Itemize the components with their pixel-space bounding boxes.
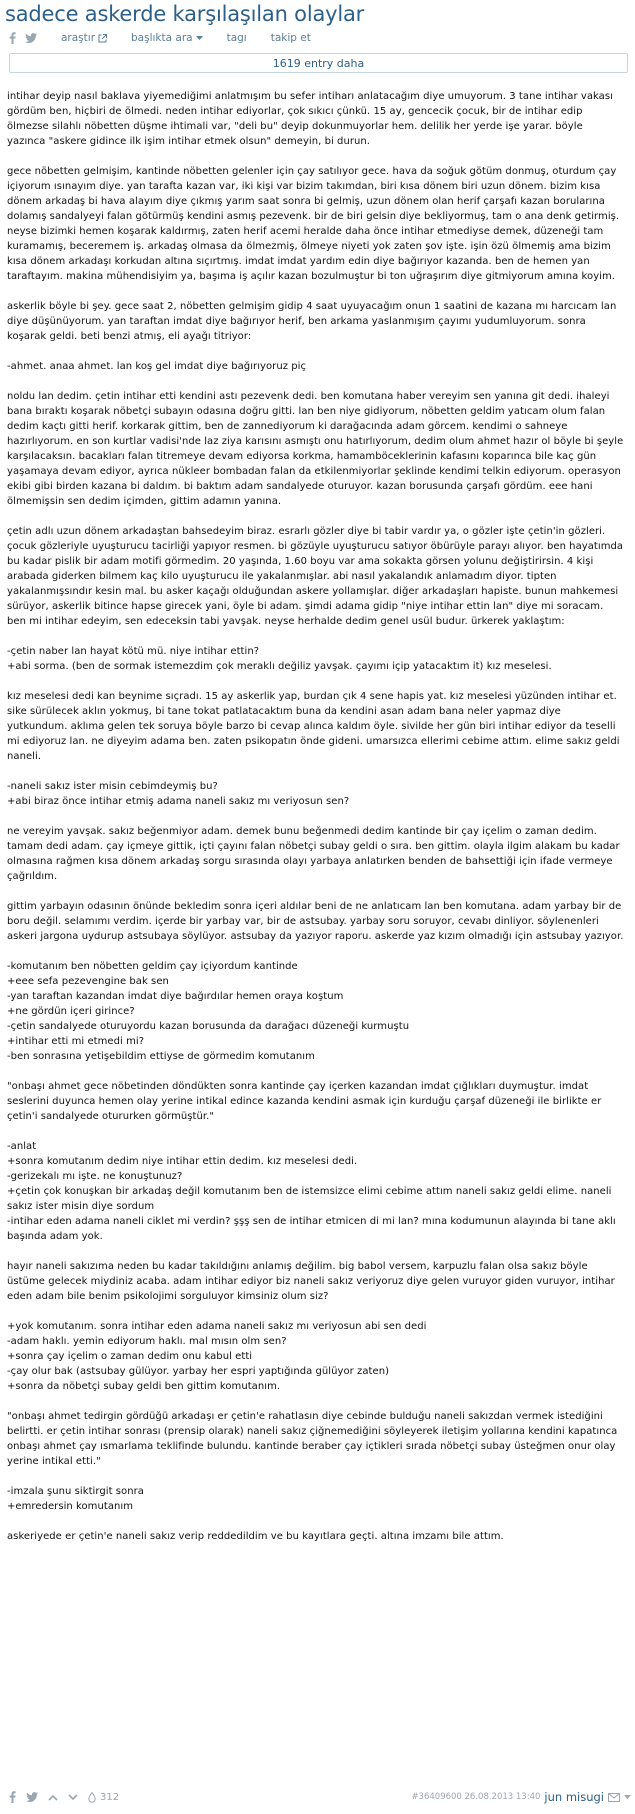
entry-paragraph: çetin adlı uzun dönem arkadaştan bahsedeyim biraz. esrarlı gözler diye bi tabir vardır ya, o gözler işte çetin'in gözleri. çocuk gözleriyle uyuşturucu tacirliği yapıyor resmen. bi gözüyle uyuşturucu satıyor öbürüyle parayı alıyor. ben hayatımda bu kadar pislik bir adam motifi görmedim. 20 yaşında, 1.60 boyu var ama sokakta görsen yolunu değiştirirsin. 4 kişi arabada giderken bilmem kaç kilo uyuşturucu ile yakalanmışlar. abi nasıl yakalandık anlamadım diyor. tipten yakalanmışsındır kesin mal. bu asker kaçağı olduğundan askere yollamışlar. diğer arkadaşları hapiste. bunun mahkemesi sürüyor, askerlik bitince hapse girecek yani, öyle bi adam. şimdi adama gidip "niye intihar ettin lan" diye mi soracam. ben mi intihar edeyim, sen edeceksin tabi yavşak. neyse herhalde dedim genel usül budur. ürkerek yaklaştım:: [7, 526, 627, 627]
search-label: araştır: [61, 32, 96, 44]
twitter-icon[interactable]: [25, 33, 37, 43]
facebook-icon[interactable]: [9, 32, 16, 44]
favorite-drop-icon[interactable]: [88, 1792, 96, 1803]
entry-paragraph: -çetin naber lan hayat kötü mü. niye intihar ettin? +abi sorma. (ben de sormak istemezdim çok meraklı değiliz yavşak. çayımı içip yatacaktım it) kız meselesi.: [7, 646, 552, 672]
follow-button[interactable]: [271, 32, 311, 44]
share-buttons: [9, 32, 37, 44]
upvote-chevron-icon[interactable]: [48, 1794, 58, 1801]
entry-footer: [0, 1789, 635, 1807]
search-button[interactable]: [61, 32, 107, 44]
entry-paragraph: -anlat +sonra komutanım dedim niye intihar ettin dedim. kız meselesi dedi. -gerizekalı mı işte. ne konuştunuz? +çetin çok konuşkan bir arkadaş değil komutanım ben de istemsizce elimi cebime attım naneli sakız geldi elime. naneli sakız ister misin diye sordum -intihar eden adama naneli ciklet mi verdin? şşş sen de intihar etmicen di mi lan? mına kodumunun alayında bi tane aklı başında adam yok.: [7, 1141, 616, 1242]
author-link[interactable]: jun misugi: [544, 1790, 604, 1804]
entry-paragraph: noldu lan dedim. çetin intihar etti kendini astı pezevenk dedi. ben komutana haber vereyim sen yanına git dedi. ihaleyi bana bıraktı koşarak nöbetçi subayın odasına doğru gitti. lan ben niye gidiyorum, nöbetten geldim yatıcam olum falan dedim kaçtı gitti herif. korkarak gittim, ben de zannediyorum ki darağacında adam görcem. kendimi o sahneye hazırlıyorum. en son kurtlar vadisi'nde laz ziya karısını asmıştı onu hatırlıyorum, dedim olum ahmet hazır ol böyle bi şeyle karşılacaksın. bacakları falan titremeye devam ediyorsa korkma, hamamböceklerinin kafasını koparınca bile kaç gün yaşamaya devam ediyor, ayrıca nükleer bombadan falan da etkilenmiyorlar şeklinde kendimi telkin ediyorum. operasyon ekibi gibi birden kazana bi daldım. bi baktım adam sandalyede oturuyor. kazan borusunda çarşafı gördüm. eee hani ölmemişsin sen dedim içimden, gittim adamın yanına.: [7, 391, 627, 507]
entry-paragraph: -komutanım ben nöbetten geldim çay içiyordum kantinde +eee sefa pezevengine bak sen -yan taraftan kazandan imdat diye bağırdılar hemen oraya koştum +ne gördün içeri girince? -çetin sandalyede oturuyordu kazan borusunda da darağacı düzeneği kurmuştu +intihar etti mi etmedi mi? -ben sonrasına yetişebildim ettiyse de görmedim komutanım: [7, 961, 410, 1062]
entry-paragraph: askeriyede er çetin'e naneli sakız verip reddedildim ve bu kayıtlara geçti. altına imzamı bile attım.: [7, 1531, 504, 1542]
entry-paragraph: hayır naneli sakızıma neden bu kadar takıldığını anlamış değilim. big babol versem, karpuzlu falan olsa sakız böyle üstüme gelecek miydiniz acaba. adam intihar ediyor biz naneli sakız veriyoruz diye gelen vuruyor giden vuruyor, intihar eden adam bile benim psikolojimi sorguluyor kimsiniz olum siz?: [7, 1261, 619, 1302]
topic-title[interactable]: sadece askerde karşılaşılan olaylar: [5, 2, 365, 26]
entry-paragraph: intihar deyip nasıl baklava yiyemediğimi anlatmışım bu sefer intiharı anlatacağım diye umuyorum. 3 tane intihar vakası gördüm ben, hiçbiri de ölmedi. neden intihar ediyorlar, çok sıkıcı çünkü. 15 ay, gencecik çocuk, bir de intihar edip ölmezse silahlı nöbetten düşme ihtimali var, "deli bu" deyip dokunmuyorlar hem. delilik her yerde işe yarar. böyle yazınca "askere gidince ilk işim intihar etmek olsun" demeyin, bi durun.: [7, 91, 617, 147]
entry-paragraph: "onbaşı ahmet tedirgin gördüğü arkadaşı er çetin'e rahatlasın diye cebinde bulduğu naneli sakızdan vermek istediğini belirtti. er çetin intihar sonrası (prensip olarak) naneli sakız çiğnemediğini söyleyerek iletişim yollarına kendini kapatınca onbaşı ahmet çay ısmarlama teklifinde bulundu. kantinde beraber çay içtikleri sırada nöbetçi subay üsteğmen onur olay yerine intikal etti.": [7, 1411, 621, 1467]
downvote-chevron-icon[interactable]: [68, 1794, 78, 1801]
entry-paragraph: ne vereyim yavşak. sakız beğenmiyor adam. demek bunu beğenmedi dedim kantinde bir çay içelim o zaman dedim. tamam dedi adam. çay içmeye gittik, içti çayını falan nöbetçi subay geldi o sıra. ben gittim. olayla ilgim alakam bu kadar olmasına rağmen kısa dönem arkadaş sorgu sırasında olayı yarbaya anlatırken benden de bahsettiği için ifade vermeye çağrıldım.: [7, 826, 623, 882]
topic-toolbar: [9, 30, 335, 46]
tag-label: tagı: [226, 32, 247, 44]
entry-paragraph: -ahmet. anaa ahmet. lan koş gel imdat diye bağırıyoruz piç: [7, 361, 307, 372]
show-more-entries-button[interactable]: 1619 entry daha: [9, 53, 628, 73]
search-in-topic-dropdown[interactable]: [131, 32, 203, 44]
entry-id-date[interactable]: #36409600 26.08.2013 13:40: [411, 1792, 541, 1802]
search-in-topic-label: başlıkta ara: [131, 32, 193, 44]
entry-meta-area: [411, 1790, 631, 1804]
external-link-icon: [98, 34, 107, 43]
entry-paragraph: -imzala şunu siktirgit sonra +emredersin komutanım: [7, 1486, 144, 1512]
entry-paragraph: -naneli sakız ister misin cebimdeymiş bu? +abi biraz önce intihar etmiş adama naneli sakız mı veriyosun sen?: [7, 781, 350, 807]
entry-actions: [9, 1791, 119, 1803]
message-icon[interactable]: [608, 1793, 620, 1802]
entry-paragraph: askerlik böyle bi şey. gece saat 2, nöbetten gelmişim gidip 4 saat uyuyacağım onun 1 saatini de kazana mı harcıcam lan diye düşünüyorum. yan taraftan imdat diye bağırıyor herif, ben arkama yaslanmışım çayımı yudumluyorum. sonra koşarak geldi. beti benzi atmış, eli ayağı titriyor:: [7, 301, 620, 342]
facebook-share-icon[interactable]: [9, 1791, 16, 1803]
entry-paragraph: "onbaşı ahmet gece nöbetinden döndükten sonra kantinde çay içerken kazandan imdat çığlıkları duymuştur. imdat seslerini duyunca hemen olay yerine intikal edince kazanda kendini asmak için kurduğu çarşaf düzeneği ile birlikte er çetin'i sandalyede otururken görmüştür.": [7, 1081, 605, 1122]
entry-content: [7, 89, 627, 1559]
follow-label: takip et: [270, 32, 311, 44]
tag-button[interactable]: [227, 32, 247, 44]
twitter-share-icon[interactable]: [26, 1792, 38, 1802]
favorite-count[interactable]: 312: [100, 1791, 120, 1803]
entry-paragraph: +yok komutanım. sonra intihar eden adama naneli sakız mı veriyosun abi sen dedi -adam haklı. yemin ediyorum haklı. mal mısın olm sen? +sonra çay içelim o zaman dedim onu kabul etti -çay olur bak (astsubay gülüyor. yarbay her espri yaptığında gülüyor zaten) +sonra da nöbetçi subay geldi ben gittim komutanım.: [7, 1321, 427, 1392]
entry-paragraph: kız meselesi dedi kan beynime sıçradı. 15 ay askerlik yap, burdan çık 4 sene hapis yat. kız meselesi yüzünden intihar et. sike sürülecek aklın yokmuş, bi tane tokat patlatacaktım buna da kendini asan adam bana neler yapmaz diye yutkundum. aklıma gelen tek soruya böyle barzo bi cevap alınca kaldım öyle. sivilde her gün biri intihar ediyor da teselli mi ediyoruz lan. ne diyeyim adama ben. zaten psikopatın önde gideni. umarsızca ellerimi cebime attım. elime sakız geldi naneli.: [7, 691, 623, 762]
entry-paragraph: gittim yarbayın odasının önünde bekledim sonra içeri aldılar beni de ne anlatıcam lan ben komutana. adam yarbay bir de boru değil. selamımı verdim. içerde bir yarbay var, bir de astsubay. yarbay soru soruyor, cevabı dinliyor. söylenenleri askeri jargona uydurup astsubaya söylüyor. astsubay da yazıyor raporu. askerde yaz kızım olmadığı için astsubay yazıyor.: [7, 901, 625, 942]
chevron-down-icon[interactable]: [624, 1795, 631, 1800]
entry-paragraph: gece nöbetten gelmişim, kantinde nöbetten gelenler için çay satılıyor gece. hava da soğuk götüm donmuş, oturdum çay içiyorum ısınayım diye. yan tarafta kazan var, iki kişi var bizim takımdan, biri kısa dönem biri uzun dönem. bizim kısa dönem arkadaş bi hava alayım diye çıkmış yarım saat sonra bi gelmiş, uzun dönem olan herif çarşafı kazan borularına dolamış sandalyeyi falan götürmüş kendini asmış pezevenk. bir de biri gelsin diye bekliyormuş, tam o ana denk getirmiş. neyse bizimki hemen koşarak kaldırmış, zaten herif acemi heralde daha önce intihar etmediyse demek, düzeneği tam kuramamış, beceremem iş. arkadaş olmasa da ölmezmiş, ölmeye niyeti yok zaten şov işte. işin özü ölmemiş ama bizim kısa dönem arkadaşı korkudan altına sıçırtmış. imdat imdat yardım edin diye bağırıyor kazanda. ben de hemen yan taraftayım. makina mühendisiyim ya, başıma iş açılır kazan bozulmuştur bi ton uğraşırım diye gitmiyorum amına koyim.: [7, 166, 623, 282]
chevron-down-icon: [196, 36, 203, 41]
